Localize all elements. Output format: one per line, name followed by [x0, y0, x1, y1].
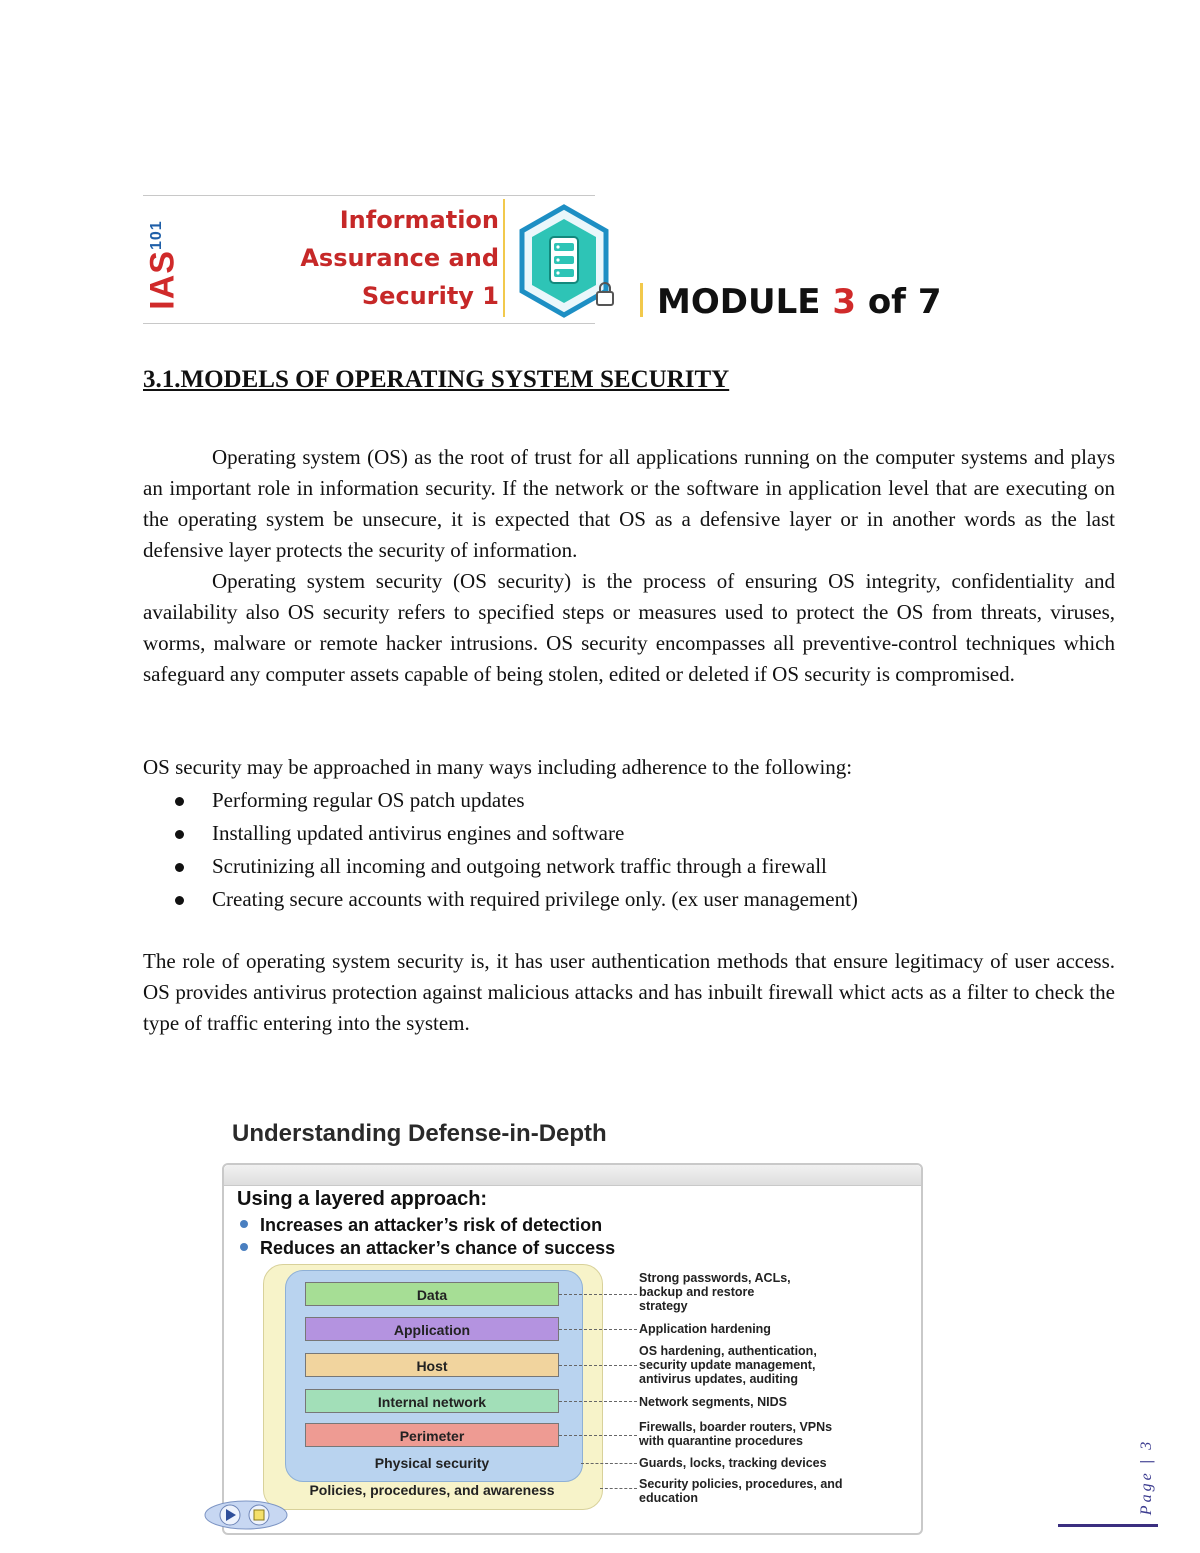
desc-line: strategy — [639, 1299, 688, 1313]
os-security-bullet-list — [143, 784, 1115, 916]
approach-item — [240, 1238, 615, 1259]
play-icon[interactable] — [220, 1505, 240, 1525]
connector-host — [559, 1365, 637, 1366]
desc-perimeter — [639, 1420, 909, 1448]
layer-application: Application — [305, 1317, 559, 1341]
ias101-logo — [143, 213, 183, 317]
layer-data: Data — [305, 1282, 559, 1306]
bullet-icon — [175, 863, 184, 872]
page-number-separator: | — [1138, 1456, 1155, 1464]
desc-internal-network — [639, 1395, 909, 1409]
desc-line: Security policies, procedures, and — [639, 1477, 843, 1491]
course-title-line2: Assurance and — [300, 244, 499, 272]
connector-application — [559, 1329, 637, 1330]
layer-host: Host — [305, 1353, 559, 1377]
bullet-icon — [240, 1243, 248, 1251]
banner-top-rule — [143, 195, 595, 196]
list-item-text: Performing regular OS patch updates — [212, 788, 525, 812]
desc-application — [639, 1322, 909, 1336]
approach-heading: Using a layered approach: — [237, 1188, 488, 1210]
list-item-text: Installing updated antivirus engines and software — [212, 821, 625, 845]
desc-line: Firewalls, boarder routers, VPNs — [639, 1420, 833, 1434]
course-title — [300, 201, 499, 315]
module-label — [640, 282, 941, 322]
layer-physical-security: Physical security — [374, 1455, 490, 1471]
module-accent-bar — [640, 283, 643, 317]
ias-logo-number: 101 — [148, 220, 166, 251]
desc-line: Strong passwords, ACLs, — [639, 1271, 791, 1285]
layer-internal-network: Internal network — [305, 1389, 559, 1413]
bullet-icon — [240, 1220, 248, 1228]
page-number-rule — [1058, 1524, 1158, 1527]
approach-item-text: Increases an attacker’s risk of detection — [260, 1215, 603, 1235]
paragraph-2-text: Operating system security (OS security) is the process of ensuring OS integrity, confidentiality and availability also OS security refers to specified steps or measures used to protect the OS from threats, viruses, worms, malware or remote hacker intrusions. OS security encompasses all preventive-control techniques which safeguard any computer assets capable of being stolen, edited or deleted if OS security is compromised. — [143, 569, 1115, 686]
desc-line: Application hardening — [639, 1322, 771, 1336]
desc-line: with quarantine procedures — [639, 1434, 803, 1448]
list-item — [143, 850, 1115, 883]
desc-line: security update management, — [639, 1358, 816, 1372]
paragraph-approaches-intro: OS security may be approached in many ways including adherence to the following: — [143, 755, 853, 779]
desc-line: Network segments, NIDS — [639, 1395, 787, 1409]
list-item-text: Creating secure accounts with required privilege only. (ex user management) — [212, 887, 858, 911]
bullet-icon — [175, 797, 184, 806]
desc-line: Guards, locks, tracking devices — [639, 1456, 827, 1470]
title-divider — [503, 199, 505, 317]
module-prefix: MODULE — [657, 282, 821, 322]
paragraph-os-root-of-trust — [143, 442, 1115, 566]
lock-icon — [594, 281, 616, 307]
page-number — [1134, 1432, 1160, 1522]
paragraph-1-text: Operating system (OS) as the root of trust for all applications running on the computer systems and plays an important role in information security. If the network or the software in application level that are executing on the operating system be unsecure, it is expected that OS as a defensive layer or in another words as the last defensive layer protects the security of information. — [143, 445, 1115, 562]
course-title-line3: Security 1 — [361, 282, 499, 310]
layer-policies: Policies, procedures, and awareness — [309, 1482, 555, 1498]
module-number: 3 — [832, 282, 856, 322]
page-number-value: 3 — [1138, 1438, 1155, 1450]
approach-item — [240, 1215, 602, 1236]
course-title-line1: Information — [339, 206, 499, 234]
connector-internal-network — [559, 1401, 637, 1402]
desc-data — [639, 1271, 909, 1313]
approach-item-text: Reduces an attacker’s chance of success — [260, 1238, 616, 1258]
layer-perimeter: Perimeter — [305, 1423, 559, 1447]
list-item — [143, 817, 1115, 850]
paragraph-role-of-os-security: The role of operating system security is, it has user authentication methods that ensure legitimacy of user access. OS provides antivirus protection against malicious attacks and has inbuilt firewall whict acts as a filter to check the type of traffic entering into the system. — [143, 949, 1115, 1035]
page-label: Page — [1138, 1470, 1155, 1516]
connector-perimeter — [559, 1435, 637, 1436]
bullet-icon — [175, 896, 184, 905]
list-item — [143, 883, 1115, 916]
banner-bottom-rule — [143, 323, 595, 324]
list-item-text: Scrutinizing all incoming and outgoing network traffic through a firewall — [212, 854, 827, 878]
diagram-frame-topbar — [224, 1165, 921, 1186]
desc-policies — [639, 1477, 909, 1505]
ias-logo-text: IAS — [143, 250, 182, 310]
list-item — [143, 784, 1115, 817]
stop-icon[interactable] — [249, 1505, 269, 1525]
module-suffix: of 7 — [867, 282, 942, 322]
section-heading: 3.1.MODELS OF OPERATING SYSTEM SECURITY — [143, 366, 730, 393]
desc-line: OS hardening, authentication, — [639, 1344, 817, 1358]
desc-line: antivirus updates, auditing — [639, 1372, 799, 1386]
desc-line: education — [639, 1491, 699, 1505]
connector-policies — [600, 1488, 637, 1489]
desc-host — [639, 1344, 909, 1386]
course-banner — [143, 195, 595, 325]
desc-line: backup and restore — [639, 1285, 755, 1299]
bullet-icon — [175, 830, 184, 839]
connector-data — [559, 1294, 637, 1295]
connector-physical — [581, 1463, 637, 1464]
media-player-controls — [204, 1500, 288, 1530]
paragraph-os-security-definition — [143, 566, 1115, 690]
diagram-title: Understanding Defense-in-Depth — [232, 1120, 607, 1147]
desc-physical — [639, 1456, 909, 1470]
